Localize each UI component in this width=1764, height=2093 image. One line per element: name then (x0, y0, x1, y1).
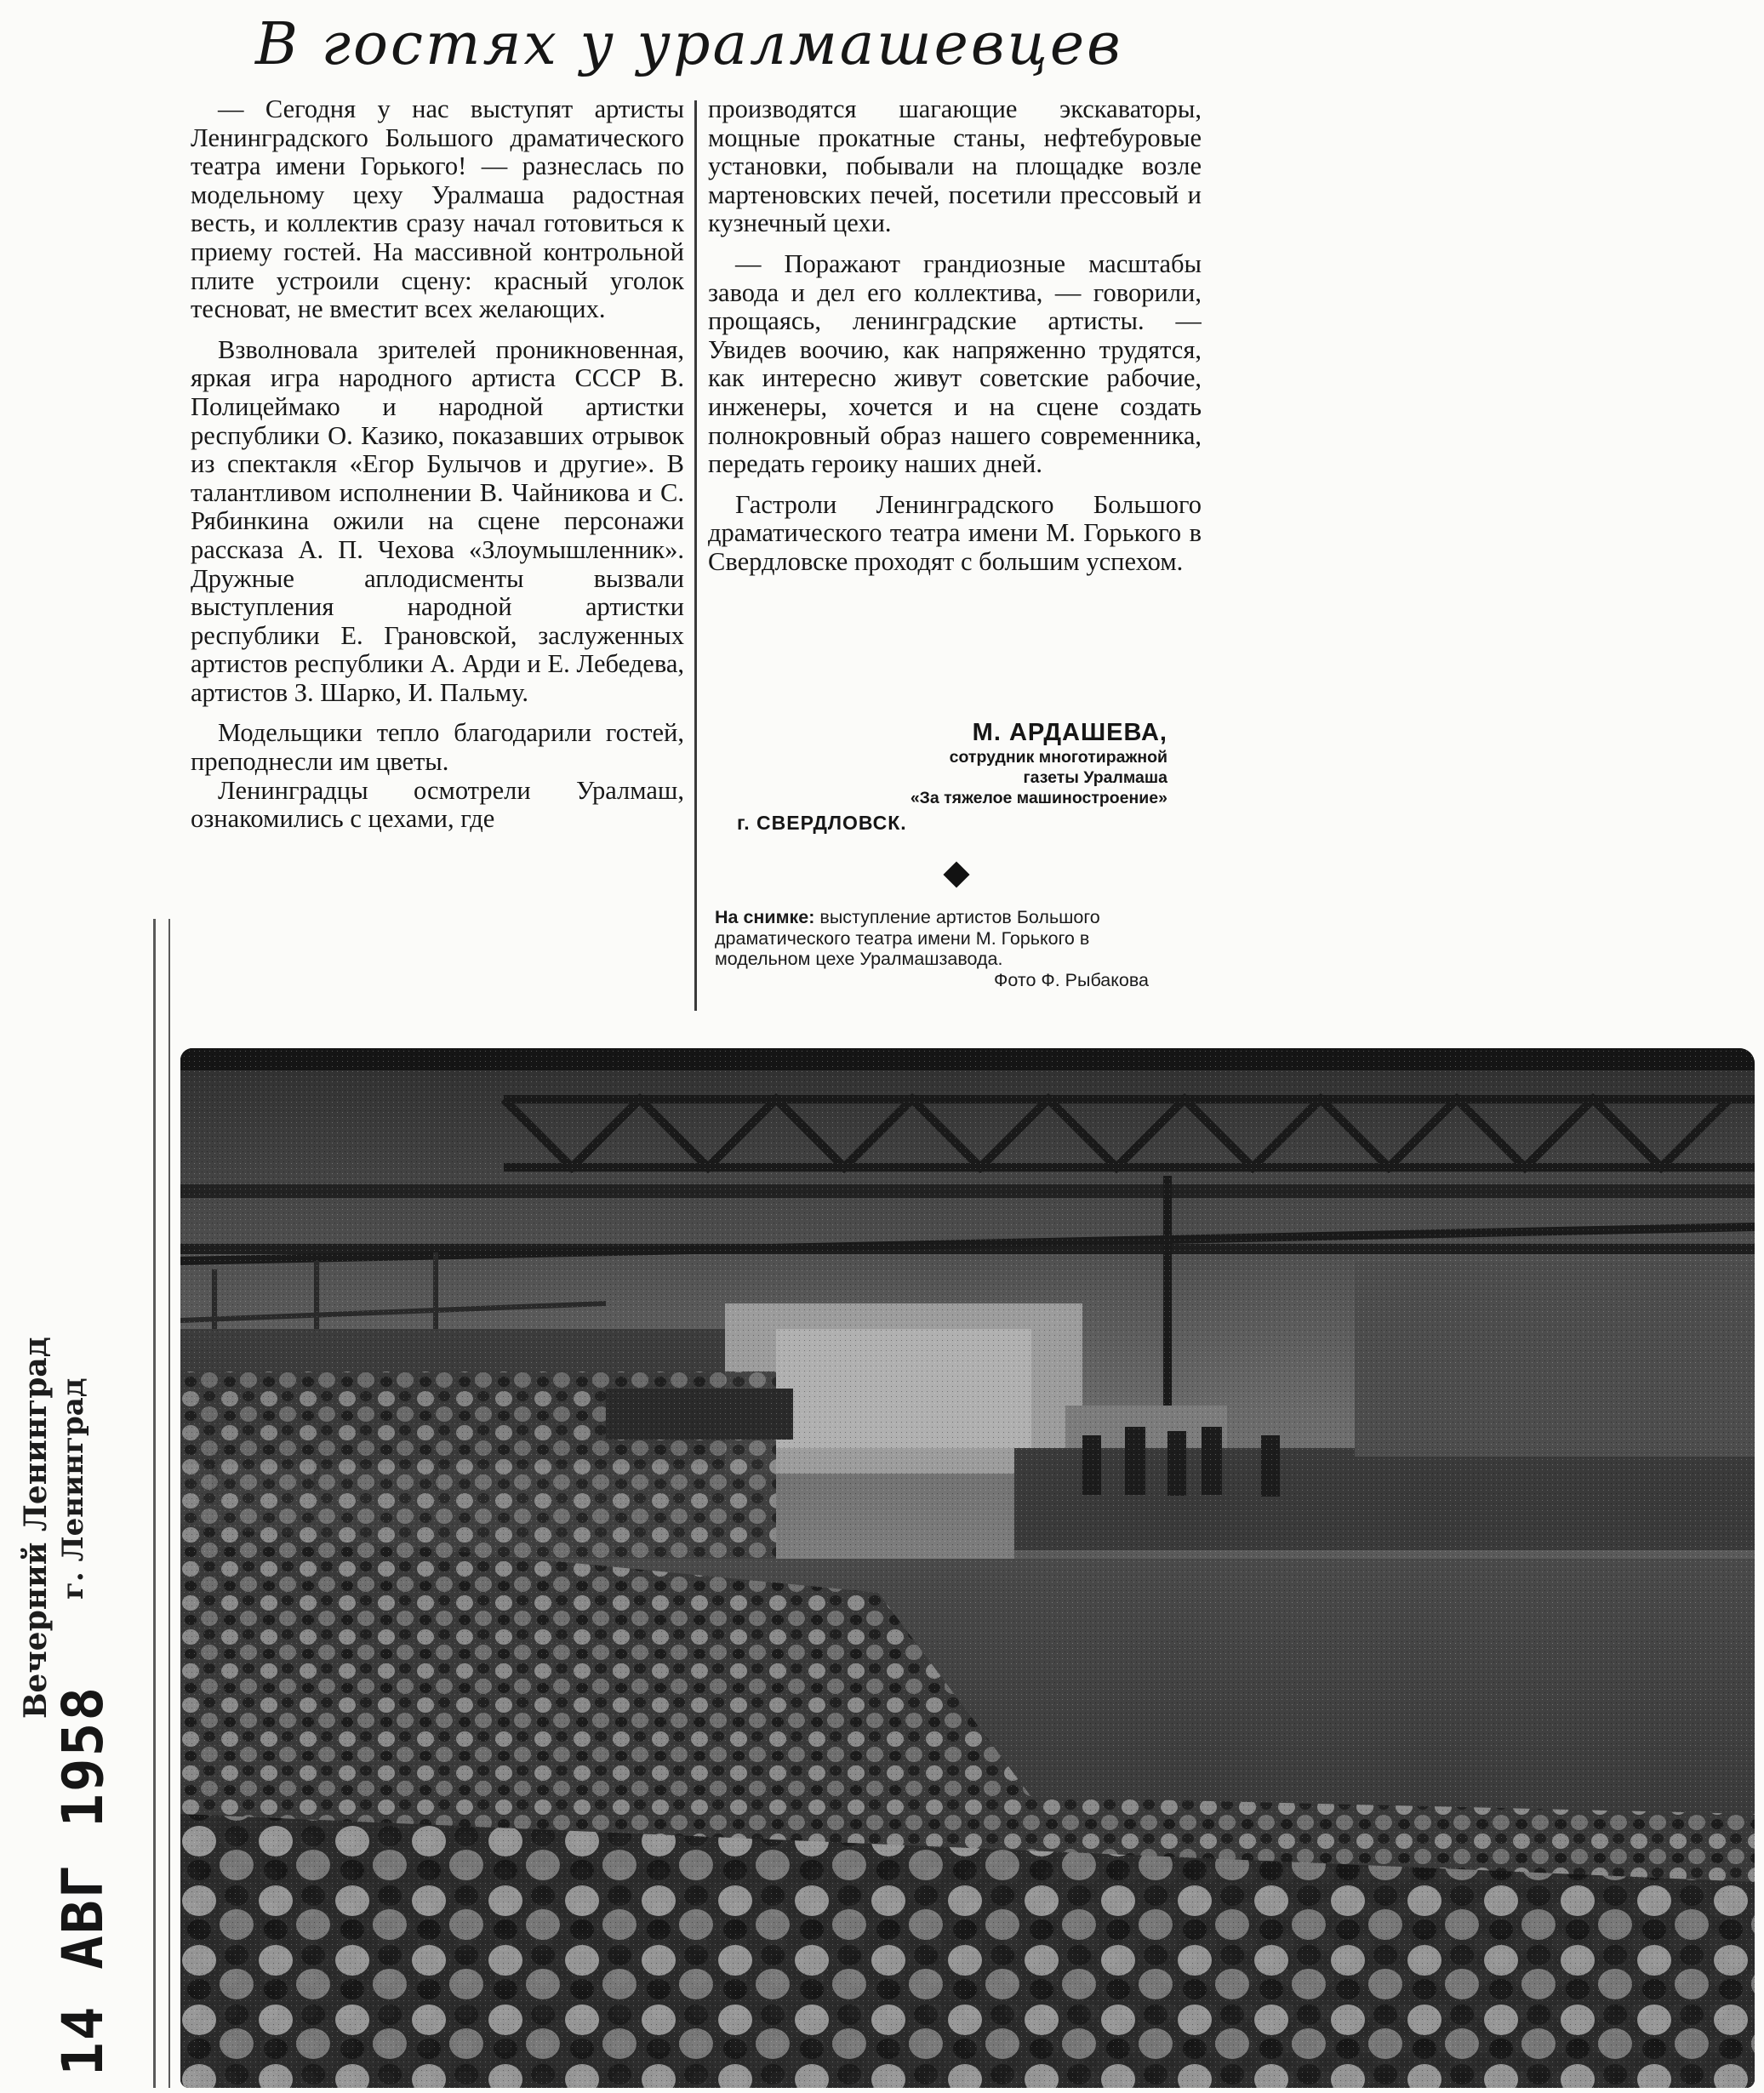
stamp-newspaper: Вечерний Ленинград (18, 1337, 54, 1719)
clipping-border-left (153, 919, 156, 2088)
caption-text: выступление артистов Большого драматического театра имени М. Горького в модельном цехе Уралмашзавода. (715, 907, 1100, 969)
caption-lead: На снимке: (715, 907, 815, 927)
article-paragraph: — Поражают грандиозные масштабы завода и дел его коллектива, — говорили, прощаясь, ленинградские артисты. — Увидев воочию, как напряженно трудятся, как интересно живут советские рабочие, инженеры, хочется и на сцене создать полнокровный образ нашего современника, передать героику наших дней. (708, 248, 1202, 479)
author-name: М. АРДАШЕВА, (972, 719, 1167, 746)
clipping-border-inner (168, 919, 170, 2088)
photo-caption (715, 907, 1174, 990)
column-divider (694, 100, 697, 1011)
stamp-city: г. Ленинград (56, 1377, 90, 1600)
headline: В гостях у уралмашевцев (255, 11, 1123, 78)
dateline-city: г. СВЕРДЛОВСК. (737, 812, 907, 834)
article-paragraph: Гастроли Ленинградского Большого драматического театра имени М. Горького в Свердловске проходят с большим успехом. (708, 489, 1202, 576)
article-paragraph: — Сегодня у нас выступят артисты Ленинградского Большого драматического театра имени Горького! — разнеслась по модельному цеху Уралмаша радостная весть, и коллектив сразу начал готовиться к приему гостей. На массивной контрольной плите устроили сцену: красный уголок тесноват, не вместит всех желающих. (191, 95, 684, 324)
factory-hall-photo (180, 1048, 1755, 2088)
author-newspaper: газеты Уралмаша (1023, 768, 1167, 787)
diamond-ornament-icon (943, 861, 969, 887)
author-newspaper-title: «За тяжелое машиностроение» (910, 789, 1167, 807)
article-paragraph: Взволновала зрителей проникновенная, яркая игра народного артиста СССР В. Полицеймако и народной артистки республики О. Казико, показавших отрывок из спектакля «Егор Булычов и другие». В талантливом исполнении В. Чайникова и С. Рябинкина ожили на сцене персонажи рассказа А. П. Чехова «Злоумышленник». Дружные аплодисменты вызвали выступления народной артистки республики Е. Грановской, заслуженных артистов республики А. Арди и Е. Лебедева, артистов З. Шарко, И. Пальму. (191, 334, 684, 707)
article-column-right (708, 95, 1202, 716)
author-signature (708, 718, 1167, 808)
article-paragraph: производятся шагающие экскаваторы, мощные прокатные станы, нефтебуровые установки, побывали на площадке возле мартеновских печей, посетили прессовый и кузнечный цехи. (708, 95, 1202, 238)
article-paragraph: Ленинградцы осмотрели Уралмаш, ознакомились с цехами, где (191, 775, 684, 834)
author-position: сотрудник многотиражной (949, 748, 1167, 767)
news-photo (180, 1048, 1755, 2088)
photo-credit: Фото Ф. Рыбакова (994, 969, 1149, 990)
article-paragraph: Модельщики тепло благодарили гостей, преподнесли им цветы. (191, 718, 684, 777)
stamp-date: 14 АВГ 1958 (50, 1685, 116, 2076)
article-column-left (191, 95, 684, 1014)
